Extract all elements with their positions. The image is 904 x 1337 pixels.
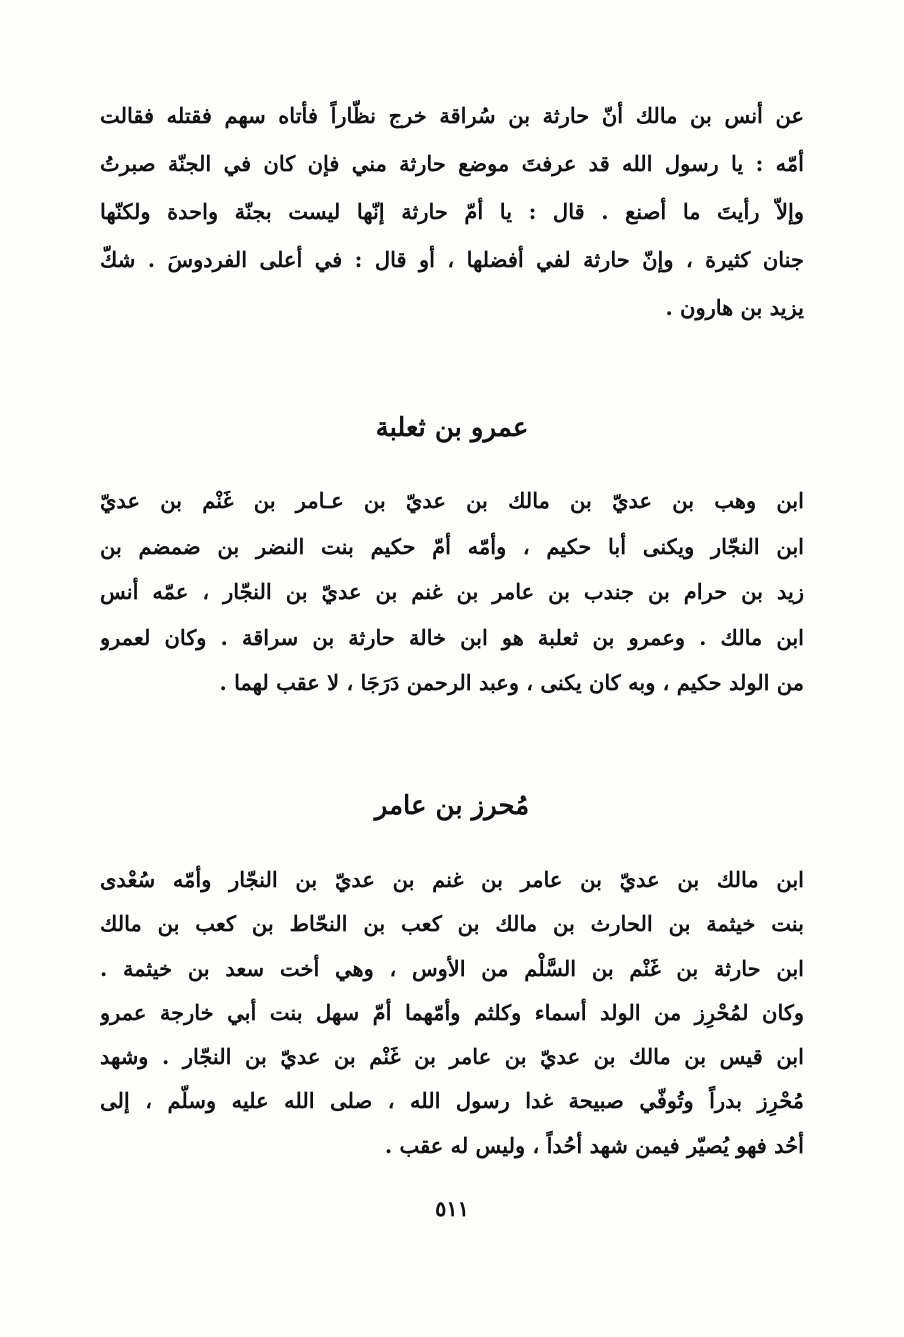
section-heading-muhriz: مُحرز بن عامر bbox=[374, 791, 530, 821]
text-line: ابن حارثة بن غَنْم بن السَّلْم من الأوس ، وهي أخت سعد بن خيثمة . bbox=[100, 955, 804, 981]
text-line: ابن مالك . وعمرو بن ثعلبة هو ابن خالة حارثة بن سراقة . وكان لعمرو bbox=[100, 624, 804, 650]
text-line: ابن وهب بن عديّ بن مالك بن عديّ بن عـامر بن غَنْم بن عديّ bbox=[100, 488, 804, 513]
page-number: ٥١١ bbox=[435, 1196, 469, 1221]
text-line: ابن مالك بن عديّ بن عامر بن غنم بن عديّ بن النجّار وأمّه سُعْدى bbox=[100, 867, 804, 892]
text-line: زيد بن حرام بن جندب بن عامر بن غنم بن عديّ بن النجّار ، عمّه أنس bbox=[100, 579, 804, 604]
text-line: من الولد حكيم ، وبه كان يكنى ، وعبد الرحمن دَرَجَا ، لا عقب لهما . bbox=[219, 670, 804, 695]
text-line: يزيد بن هارون . bbox=[665, 295, 804, 320]
muhriz-paragraph bbox=[100, 858, 804, 1168]
amr-paragraph bbox=[100, 478, 804, 706]
intro-paragraph bbox=[100, 92, 804, 332]
text-line: وكان لمُحْرِز من الولد أسماء وكلثم وأمّهما أمّ سهل بنت أبي خارجة عمرو bbox=[100, 999, 804, 1025]
text-line: مُحْرِز بدراً وتُوفّي صبيحة غدا رسول الله ، صلى الله عليه وسلّم ، إلى bbox=[100, 1088, 804, 1114]
text-line: بنت خيثمة بن الحارث بن مالك بن كعب بن النحّاط بن كعب بن مالك bbox=[100, 911, 804, 937]
text-line: أحُد فهو يُصيّر فيمن شهد أحُداً ، وليس له عقب . bbox=[384, 1132, 804, 1158]
text-line: عن أنس بن مالك أنّ حارثة بن سُراقة خرج نظّاراً فأتاه سهم فقتله فقالت bbox=[100, 103, 804, 128]
section-heading-amr: عمرو بن ثعلبة bbox=[375, 413, 529, 443]
text-line: جنان كثيرة ، وإنّ حارثة لفي أفضلها ، أو قال : في أعلى الفردوسَ . شكّ bbox=[100, 247, 804, 272]
text-line: أمّه : يا رسول الله قد عرفتَ موضع حارثة مني فإن كان في الجنّة صبرتُ bbox=[100, 151, 804, 176]
text-line: وإلاّ رأيتَ ما أصنع . قال : يا أمّ حارثة إنّها ليست بجنّة واحدة ولكنّها bbox=[100, 199, 804, 224]
text-line: ابن النجّار ويكنى أبا حكيم ، وأمّه أمّ حكيم بنت النضر بن ضمضم بن bbox=[100, 533, 804, 559]
text-line: ابن قيس بن مالك بن عديّ بن عامر بن غَنْم بن عديّ بن النجّار . وشهد bbox=[100, 1044, 804, 1070]
